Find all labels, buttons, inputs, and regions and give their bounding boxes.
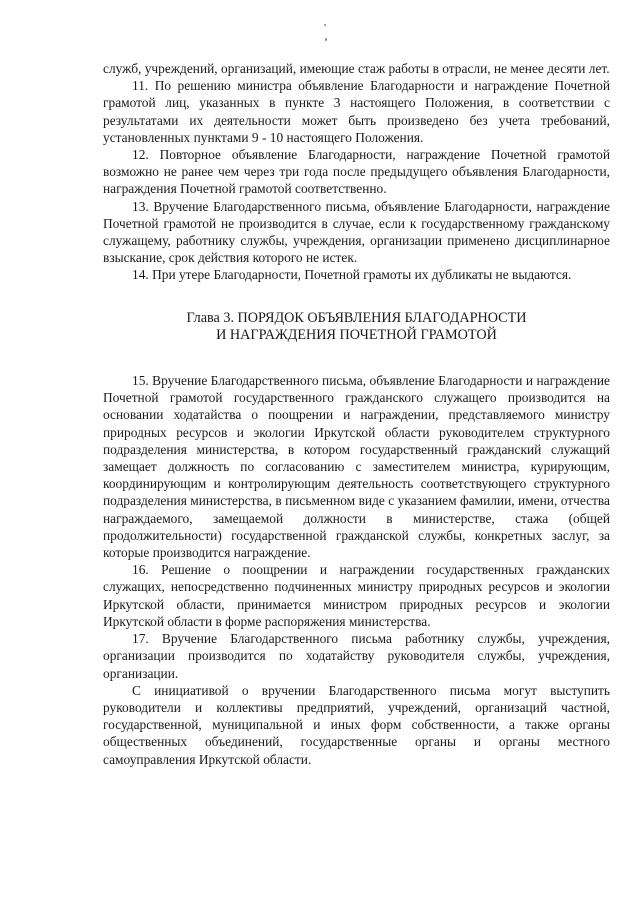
paragraph-item-17: 17. Вручение Благодарственного письма работнику службы, учреждения, организации производится по ходатайству руководителя службы, учреждения, организации. [103,631,610,681]
paragraphs-bottom [103,372,610,768]
paragraph-item-14: 14. При утере Благодарности, Почетной грамоты их дубликаты не выдаются. [132,267,572,283]
paragraph-item-11: 11. По решению министра объявление Благодарности и награждение Почетной грамотой лиц, указанных в пункте 3 настоящего Положения, в соответствии с результатами их деятельности может быть произведено без учета требований, установленных пунктами 9 - 10 настоящего Положения. [103,78,610,145]
chapter-heading-line-1: Глава 3. ПОРЯДОК ОБЪЯВЛЕНИЯ БЛАГОДАРНОСТИ [186,309,527,326]
document-page [103,60,610,768]
chapter-heading [103,310,610,344]
paragraph-item-15: 15. Вручение Благодарственного письма, объявление Благодарности и награждение Почетной грамотой государственного гражданского служащего производится на основании ходатайства о поощрении и награждении, представляемого министру природных ресурсов и экологии Иркутской области руководителем структурного подразделения министерства, в котором государственный гражданский служащий замещает должность по согласованию с заместителем министра, курирующим, координирующим и контролирующим деятельность соответствующего структурного подразделения министерства, в письменном виде с указанием фамилии, имени, отчества награждаемого, замещаемой должности в министерстве, стажа (общей продолжительности) государственной гражданской службы, конкретных заслуг, за которые производится награждение. [103,373,610,561]
paragraph: служб, учреждений, организаций, имеющие стаж работы в отрасли, не менее десяти лет. [103,61,610,76]
chapter-heading-line-2: И НАГРАЖДЕНИЯ ПОЧЕТНОЙ ГРАМОТОЙ [216,326,497,343]
scan-dot [324,24,326,26]
scan-dot [325,38,327,41]
paragraph-item-12: 12. Повторное объявление Благодарности, награждение Почетной грамотой возможно не ранее чем через три года после предыдущего объявления Благодарности, награждения Почетной грамотой соответственно. [103,147,610,197]
paragraph-item-16: 16. Решение о поощрении и награждении государственных гражданских служащих, непосредственно подчиненных министру природных ресурсов и экологии Иркутской области, принимается министром природных ресурсов и экологии Иркутской области в форме распоряжения министерства. [103,562,610,629]
paragraphs-top [103,60,610,284]
paragraph-initiative: С инициативой о вручении Благодарственного письма могут выступить руководители и коллективы предприятий, учреждений, организаций частной, государственной, муниципальной и иных форм собственности, а также органы общественных объединений, государственные органы и органы местного самоуправления Иркутской области. [103,682,610,767]
paragraph-item-13: 13. Вручение Благодарственного письма, объявление Благодарности, награждение Почетной грамотой не производится в случае, если к государственному гражданскому служащему, работнику службы, учреждения, организации применено дисциплинарное взыскание, срок действия которого не истек. [103,198,610,266]
